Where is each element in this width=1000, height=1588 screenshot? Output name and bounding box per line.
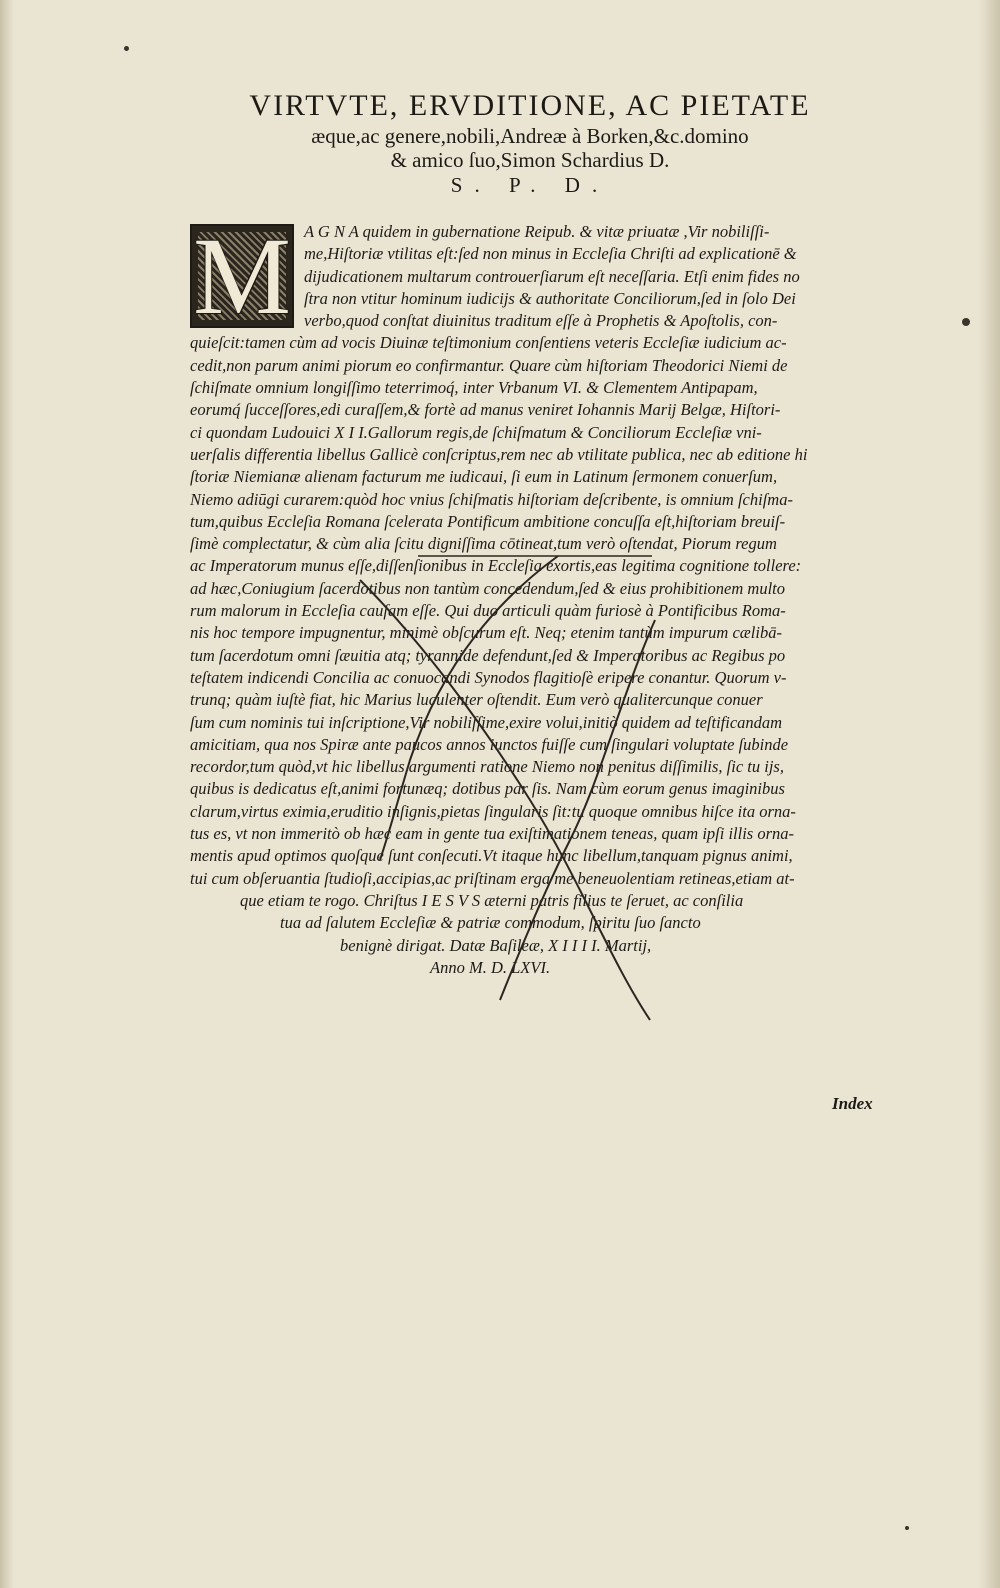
- body-line: ſum cum nominis tui inſcriptione,Vir nobiliſſime,exire volui,initiò quidem ad teſtificandam: [190, 712, 783, 732]
- dedication-body: [190, 221, 880, 979]
- initial-letter: M: [193, 224, 291, 328]
- heading-line-4: S. P. D.: [450, 173, 610, 197]
- body-line: tus es, vt non immeritò ob hæc eam in gente tua exiſtimationem teneas, quam ipſi illis orna-: [190, 824, 795, 844]
- body-line: dijudicationem multarum controuerſiarum eſt neceſſaria. Etſi enim fides no: [304, 266, 800, 286]
- body-line: tui cum obſeruantia ſtudioſi,accipias,ac priſtinam erga me beneuolentiam retineas,etiam at-: [190, 868, 795, 888]
- body-line: ſchiſmate omnium longiſſimo teterrimoq́, inter Vrbanum VI. & Clementem Antipapam,: [190, 378, 758, 398]
- body-line: Niemo adiūgi curarem:quòd hoc vnius ſchiſmatis hiſtoriam deſcribente, is omnium ſchiſma-: [190, 489, 793, 509]
- body-line: eorumq́ ſucceſſores,edi curaſſem,& fortè ad manus veniret Iohannis Marij Belgæ, Hiſtori-: [190, 400, 781, 420]
- body-line: clarum,virtus eximia,eruditio inſignis,pietas ſingularis ſit:tu quoque omnibus hiſce ita orna-: [190, 801, 796, 821]
- heading-line-2: æque,ac genere,nobili,Andreæ à Borken,&c.domino: [311, 124, 749, 148]
- body-line: ſtoriæ Niemianæ alienam facturum me iudicaui, ſi eum in Latinum ſermonem conuerſum,: [190, 467, 778, 487]
- heading-line-3: & amico ſuo,Simon Schardius D.: [390, 148, 670, 172]
- body-line: amicitiam, qua nos Spiræ ante paucos annos iunctos fuiſſe cum ſingulari voluptate ſubinde: [190, 734, 789, 754]
- body-line: ſimè complectatur, & cùm alia ſcitu digniſſima cōtineat,tum verò oſtendat, Piorum regum: [190, 534, 777, 554]
- heading-line-1: VIRTVTE, ERVDITIONE, AC PIETATE: [249, 89, 811, 122]
- body-line: Anno M. D. LXVI.: [430, 957, 551, 977]
- body-line: ac Imperatorum munus eſſe,diſſenſionibus in Eccleſia exortis,eas legitima cognitione tollere:: [190, 556, 802, 576]
- body-line: ad hæc,Coniugium ſacerdotibus non tantùm concedendum,ſed & eius prohibitionem multo: [190, 578, 786, 598]
- body-line: cedit,non parum animi piorum eo confirmantur. Quare cùm hiſtoriam Theodorici Niemi de: [190, 355, 788, 375]
- body-line: uerſalis differentia libellus Gallicè conſcriptus,rem nec ab vtilitate publica, nec ab editione hi: [190, 444, 808, 464]
- catchword: Index: [832, 1094, 873, 1113]
- ink-speck: [905, 1526, 909, 1530]
- body-line: tua ad ſalutem Eccleſiæ & patriæ commodum, ſpiritu ſuo ſancto: [280, 913, 701, 933]
- body-line: ci quondam Ludouici X I I.Gallorum regis,de ſchiſmatum & Conciliorum Eccleſiæ vni-: [190, 422, 762, 442]
- body-line: trunq; quàm iuſtè fiat, hic Marius luculenter oſtendit. Eum verò qualitercunque conuer: [190, 690, 763, 710]
- body-line: tum,quibus Eccleſia Romana ſcelerata Pontificum ambitione concuſſa eſt,hiſtoriam breuiſ-: [190, 511, 786, 531]
- body-line: me,Hiſtoriæ vtilitas eſt:ſed non minus in Eccleſia Chriſti ad explicationē &: [304, 244, 797, 264]
- body-line: ſtra non vtitur hominum iudicijs & authoritate Conciliorum,ſed in ſolo Dei: [304, 288, 796, 308]
- body-line: recordor,tum quòd,vt hic libellus argumenti ratione Niemo non penitus diſſimilis, ſic tu ijs,: [190, 757, 784, 777]
- body-line: quieſcit:tamen cùm ad vocis Diuinæ teſtimonium conſentiens veteris Eccleſiæ iudicium ac-: [190, 333, 787, 353]
- body-line: benignè dirigat. Datæ Baſileæ, X I I I I. Martij,: [340, 935, 652, 955]
- body-line: que etiam te rogo. Chriſtus I E S V S æterni patris filius te ſeruet, ac conſilia: [240, 890, 744, 910]
- body-line: nis hoc tempore impugnentur, minimè obſcurum eſt. Neq; etenim tantùm impurum cælibā-: [190, 623, 782, 643]
- body-line: quibus is dedicatus eſt,animi fortunæq; dotibus par ſis. Nam cùm eorum genus imaginibus: [190, 779, 785, 799]
- ink-speck: [124, 46, 129, 51]
- ink-speck: [962, 318, 970, 326]
- body-line: tum ſacerdotum omni ſæuitia atq; tyrannide defendunt,ſed & Imperatoribus ac Regibus po: [190, 645, 786, 665]
- dedication-heading: [180, 88, 880, 198]
- body-line: mentis apud optimos quoſque ſunt conſecuti.Vt itaque hunc libellum,tanquam pignus animi,: [190, 846, 793, 866]
- body-line: rum malorum in Eccleſia cauſam eſſe. Qui duo articuli quàm furiosè à Pontificibus Roma-: [190, 601, 786, 621]
- body-line: verbo,quod conſtat diuinitus traditum eſſe à Prophetis & Apoſtolis, con-: [304, 311, 778, 331]
- body-line: A G N A quidem in gubernatione Reipub. & vitæ priuatæ ,Vir nobiliſſi-: [304, 222, 770, 241]
- body-line: teſtatem indicendi Concilia ac conuocandi Synodos flagitioſè eripere conantur. Quorum v-: [190, 667, 787, 687]
